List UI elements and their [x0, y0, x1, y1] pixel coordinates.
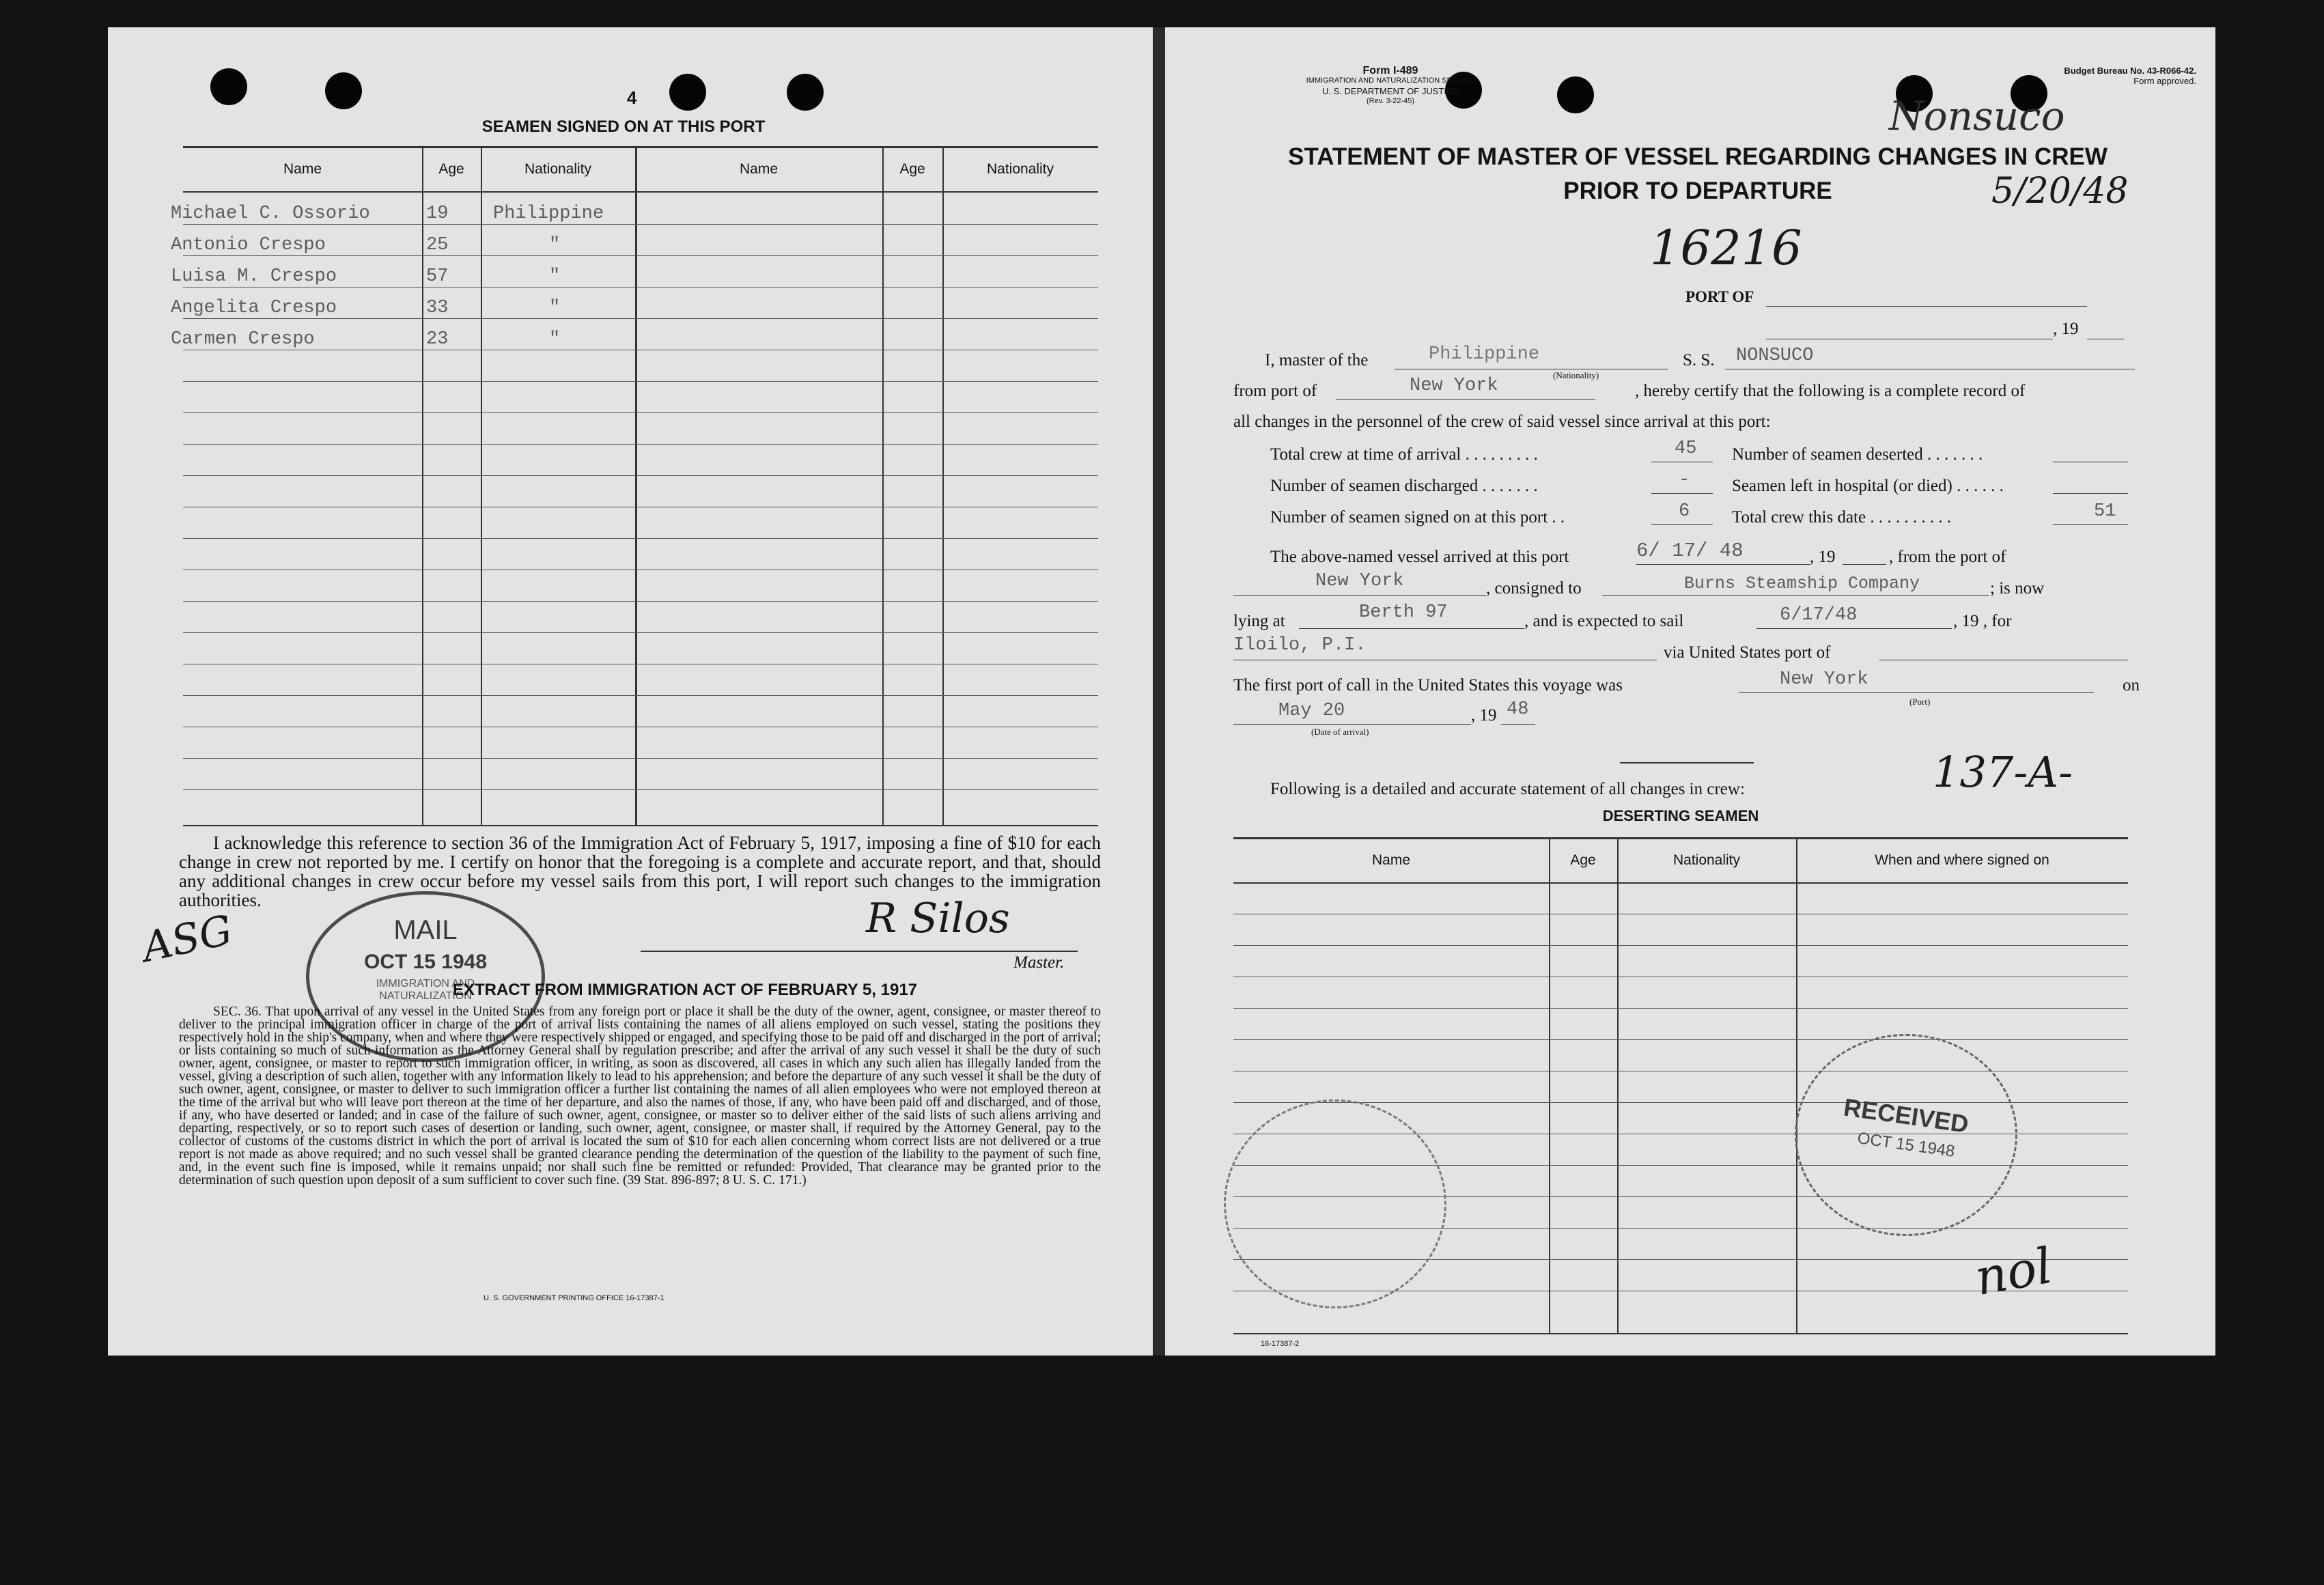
- initials: ASG: [138, 906, 237, 972]
- certify-text: , hereby certify that the following is a complete record of: [1635, 382, 2026, 400]
- nationality-caption: (Nationality): [1553, 370, 1599, 380]
- from-port-of-label: , from the port of: [1889, 548, 2006, 566]
- via-label: via United States port of: [1664, 643, 1831, 662]
- stamp-title: MAIL: [393, 915, 458, 945]
- revision: (Rev. 3-22-45): [1366, 97, 1415, 105]
- lying-at-label: lying at: [1233, 612, 1285, 630]
- row-nationality: Philippine: [493, 204, 604, 224]
- acknowledgment-paragraph: I acknowledge this reference to section 36 of the Immigration Act of February 5, 1917, imposing a fine of $10 for each change in crew not reported by me. I certify on honor that the foregoing is a complete and accurate report, and that, should any additional changes in crew occur before my vessel sails from this port, I will report such changes to the immigration authorities.: [179, 832, 1101, 910]
- handwritten-vessel: Nonsuco: [1889, 93, 2065, 139]
- stamp-line: IMMIGRATION AND NATURALIZATION: [376, 978, 475, 1002]
- col-header-name: Name: [283, 161, 322, 177]
- extract-title: EXTRACT FROM IMMIGRATION ACT OF FEBRUARY 5, 1917: [452, 981, 918, 999]
- handwritten-code: 137-A-: [1933, 747, 2073, 797]
- punch-hole: [669, 74, 706, 111]
- col-header-name: Name: [1371, 852, 1411, 868]
- agency-line-2: U. S. DEPARTMENT OF JUSTICE: [1321, 86, 1459, 96]
- arrival-date-value: May 20: [1278, 701, 1345, 721]
- signed-on-label: Number of seamen signed on at this port . .: [1270, 508, 1565, 527]
- right-page: [1165, 27, 2215, 1356]
- total-crew-date-label: Total crew this date . . . . . . . . . .: [1732, 508, 1952, 527]
- row-age: 33: [426, 298, 449, 318]
- col-header-age: Age: [1570, 852, 1596, 868]
- total-crew-arrival-value: 45: [1675, 438, 1697, 459]
- punch-hole: [210, 68, 247, 105]
- discharged-label: Number of seamen discharged . . . . . . .: [1270, 477, 1538, 495]
- row-nationality: ": [549, 266, 561, 287]
- row-age: 23: [426, 329, 449, 350]
- punch-hole: [787, 74, 824, 111]
- first-port-label: The first port of call in the United States this voyage was: [1233, 676, 1623, 695]
- all-changes-text: all changes in the personnel of the crew of said vessel since arrival at this port:: [1233, 412, 1771, 431]
- following-text: Following is a detailed and accurate statement of all changes in crew:: [1270, 780, 1745, 798]
- page-number: 4: [627, 87, 637, 108]
- is-now: ; is now: [1990, 579, 2045, 598]
- port-caption: (Port): [1909, 697, 1931, 707]
- initials: nol: [1970, 1236, 2057, 1307]
- row-nationality: ": [549, 235, 561, 255]
- from-port-label: from port of: [1233, 382, 1317, 400]
- signed-on-value: 6: [1679, 501, 1690, 522]
- consigned-value: Burns Steamship Company: [1684, 574, 1920, 593]
- total-crew-date-value: 51: [2094, 501, 2116, 522]
- budget-bureau: Budget Bureau No. 43-R066-42.: [2064, 66, 2196, 76]
- col-header-age: Age: [438, 161, 464, 177]
- master-signature: R Silos: [866, 895, 1010, 942]
- page-gutter: [1153, 27, 1165, 1356]
- row-name: Antonio Crespo: [171, 235, 326, 255]
- form-header: [1240, 66, 1541, 107]
- col-header-age: Age: [899, 161, 925, 177]
- for-label: , 19 , for: [1953, 612, 2012, 630]
- year-prefix: , 19: [2053, 320, 2079, 338]
- destination-value: Iloilo, P.I.: [1233, 635, 1367, 656]
- col-header-when-where: When and where signed on: [1875, 852, 2049, 868]
- vessel-name: NONSUCO: [1736, 346, 1814, 366]
- title-line-1: STATEMENT OF MASTER OF VESSEL REGARDING CHANGES IN CREW: [1288, 143, 2108, 170]
- port-of-label: PORT OF: [1685, 288, 1754, 305]
- faded-stamp: [1224, 1099, 1446, 1308]
- received-title: RECEIVED: [1842, 1093, 1971, 1138]
- row-age: 19: [426, 204, 449, 224]
- lying-at-value: Berth 97: [1359, 602, 1448, 623]
- handwritten-date: 5/20/48: [1991, 171, 2129, 212]
- left-page: [108, 27, 1153, 1356]
- row-nationality: ": [549, 329, 561, 350]
- date-caption: (Date of arrival): [1311, 727, 1369, 737]
- agency-line-1: IMMIGRATION AND NATURALIZATION SERVICE: [1306, 76, 1475, 85]
- deserted-label: Number of seamen deserted . . . . . . .: [1732, 445, 1983, 464]
- title-line-2: PRIOR TO DEPARTURE: [1563, 178, 1832, 204]
- arrival-year-prefix: , 19: [1471, 706, 1497, 725]
- expected-label: , and is expected to sail: [1524, 612, 1684, 630]
- row-age: 25: [426, 235, 449, 255]
- discharged-value: -: [1679, 470, 1690, 490]
- handwritten-number: 16216: [1650, 220, 1802, 276]
- col-header-nationality: Nationality: [524, 161, 592, 177]
- nationality-value: Philippine: [1429, 344, 1540, 365]
- arrived-19: , 19: [1810, 548, 1836, 566]
- deserting-title: DESERTING SEAMEN: [1602, 807, 1759, 824]
- row-name: Luisa M. Crespo: [171, 266, 337, 287]
- punch-hole: [1557, 76, 1594, 113]
- master-label: Master.: [1013, 953, 1065, 972]
- received-date: OCT 15 1948: [1856, 1129, 1957, 1161]
- col-header-nationality: Nationality: [986, 161, 1054, 177]
- on-label: on: [2123, 676, 2140, 695]
- col-header-nationality: Nationality: [1672, 852, 1741, 868]
- section-title: SEAMEN SIGNED ON AT THIS PORT: [481, 117, 766, 136]
- col-header-name: Name: [739, 161, 779, 177]
- budget-header: [1909, 66, 2196, 86]
- row-age: 57: [426, 266, 449, 287]
- form-approved: Form approved.: [2133, 76, 2196, 86]
- row-name: Angelita Crespo: [171, 298, 337, 318]
- arrival-year-value: 48: [1507, 699, 1529, 720]
- ss-label: S. S.: [1683, 351, 1715, 369]
- total-crew-arrival-label: Total crew at time of arrival . . . . . . . . .: [1270, 445, 1538, 464]
- stamp-date: OCT 15 1948: [363, 951, 488, 973]
- first-port-value: New York: [1780, 669, 1868, 690]
- row-nationality: ": [549, 298, 561, 318]
- master-of-label: I, master of the: [1265, 351, 1369, 369]
- expected-value: 6/17/48: [1780, 605, 1858, 626]
- from-port-2-value: New York: [1315, 571, 1404, 591]
- row-name: Carmen Crespo: [171, 329, 315, 350]
- row-name: Michael C. Ossorio: [171, 204, 370, 224]
- form-number: Form I-489: [1362, 65, 1418, 76]
- arrived-value: 6/ 17/ 48: [1636, 539, 1744, 562]
- hospital-label: Seamen left in hospital (or died) . . . . . .: [1732, 477, 2004, 495]
- consigned-label: , consigned to: [1486, 579, 1582, 598]
- received-stamp: [1795, 1034, 2017, 1236]
- printing-office: U. S. GOVERNMENT PRINTING OFFICE 16-17387-1: [484, 1294, 664, 1302]
- arrived-label: The above-named vessel arrived at this port: [1270, 548, 1569, 566]
- printing-code: 16-17387-2: [1261, 1340, 1300, 1348]
- punch-hole: [325, 72, 362, 109]
- from-port-value: New York: [1410, 376, 1498, 396]
- extract-text: SEC. 36. That upon arrival of any vessel in the United States from any foreign port or place it shall be the duty of the owner, agent, consignee, or master thereof to deliver to the principal immigration officer in charge of the port of arrival lists containing the names of all aliens employed on such vessel, stating the positions they respectively hold in the ship's company, when and where they were respectively shipped or engaged, and specifying those to be paid off and discharged in the port of arrival; or lists containing so much of such information as the Attorney General shall by regulation prescribe; and after the arrival of any such vessel it shall be the duty of such owner, agent, consignee, or master to report to such immigration officer, in writing, as soon as discovered, all cases in which any such alien has illegally landed from the vessel, giving a description of such alien, together with any information likely to lead to his apprehension; and before the departure of any such vessel it shall be the duty of such owner, agent, consignee, or master to deliver to such immigration officer a further list containing the names of all alien employees who were not employed thereon at the time of the arrival but who will leave port thereon at the time of her departure, and also the names of those, if any, who have been paid off and discharged, and of those, if any, who have deserted or landed; and in case of the failure of such owner, agent, consignee, or master so to deliver either of the said lists of such aliens arriving and departing, respectively, or so to report such cases of desertion or landing, such owner, agent, consignee, or master shall, if required by the Attorney General, pay to the collector of customs of the customs district in which the port of arrival is located the sum of $10 for each alien concerning whom correct lists are not delivered or a true report is not made as above required; and no such vessel shall be granted clearance pending the determination of the question of the liability to the payment of such fine, and, in the event such fine is imposed, while it remains unpaid; nor shall such fine be remitted or refunded: Provided, That clearance may be granted prior to the determination of such question upon deposit of a sum sufficient to cover such fine. (39 Stat. 896-897; 8 U. S. C. 171.): [179, 1005, 1101, 1188]
